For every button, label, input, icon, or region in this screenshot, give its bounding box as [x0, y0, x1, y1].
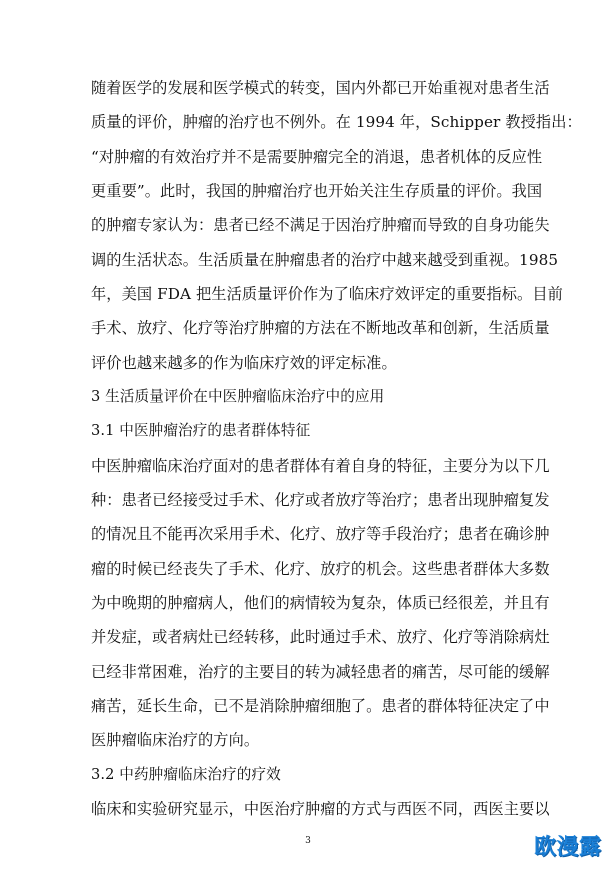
paragraph-line: 随着医学的发展和医学模式的转变，国内外都已开始重视对患者生活: [91, 79, 550, 97]
paragraph-line: 为中晚期的肿瘤病人，他们的病情较为复杂，体质已经很差，并且有: [91, 594, 550, 612]
paragraph-line: 质量的评价，肿瘤的治疗也不例外。在 1994 年，Schipper 教授指出：: [91, 113, 582, 131]
subsection-heading: 3.2 中药肿瘤临床治疗的疗效: [91, 766, 281, 783]
paragraph-line: 的情况且不能再次采用手术、化疗、放疗等手段治疗；患者在确诊肿: [91, 525, 550, 543]
paragraph-line: 已经非常困难，治疗的主要目的转为减轻患者的痛苦，尽可能的缓解: [91, 663, 550, 681]
paragraph-line: 中医肿瘤临床治疗面对的患者群体有着自身的特征，主要分为以下几: [91, 457, 550, 475]
paragraph-line: 调的生活状态。生活质量在肿瘤患者的治疗中越来越受到重视。1985: [91, 251, 559, 269]
paragraph-line: 更重要”。此时，我国的肿瘤治疗也开始关注生存质量的评价。我国: [91, 182, 543, 200]
paragraph-line: “对肿瘤的有效治疗并不是需要肿瘤完全的消退，患者机体的反应性: [91, 148, 543, 166]
paragraph-line: 评价也越来越多的作为临床疗效的评定标准。: [91, 354, 397, 372]
paragraph-line: 痛苦，延长生命，已不是消除肿瘤细胞了。患者的群体特征决定了中: [91, 697, 550, 715]
subsection-heading: 3.1 中医肿瘤治疗的患者群体特征: [91, 422, 311, 439]
paragraph-line: 临床和实验研究显示，中医治疗肿瘤的方式与西医不同，西医主要以: [91, 800, 550, 818]
section-heading: 3 生活质量评价在中医肿瘤临床治疗中的应用: [91, 388, 385, 405]
paragraph-line: 瘤的时候已经丧失了手术、化疗、放疗的机会。这些患者群体大多数: [91, 560, 550, 578]
paragraph-line: 的肿瘤专家认为：患者已经不满足于因治疗肿瘤而导致的自身功能失: [91, 216, 550, 234]
paragraph-line: 手术、放疗、化疗等治疗肿瘤的方法在不断地改革和创新，生活质量: [91, 319, 550, 337]
paragraph-line: 种：患者已经接受过手术、化疗或者放疗等治疗；患者出现肿瘤复发: [91, 491, 550, 509]
page-number: 3: [305, 836, 311, 846]
paragraph-line: 并发症，或者病灶已经转移，此时通过手术、放疗、化疗等消除病灶: [91, 628, 550, 646]
watermark-logo: 欧漫露: [534, 835, 602, 860]
paragraph-line: 医肿瘤临床治疗的方向。: [91, 731, 260, 749]
paragraph-line: 年，美国 FDA 把生活质量评价作为了临床疗效评定的重要指标。目前: [91, 285, 563, 303]
